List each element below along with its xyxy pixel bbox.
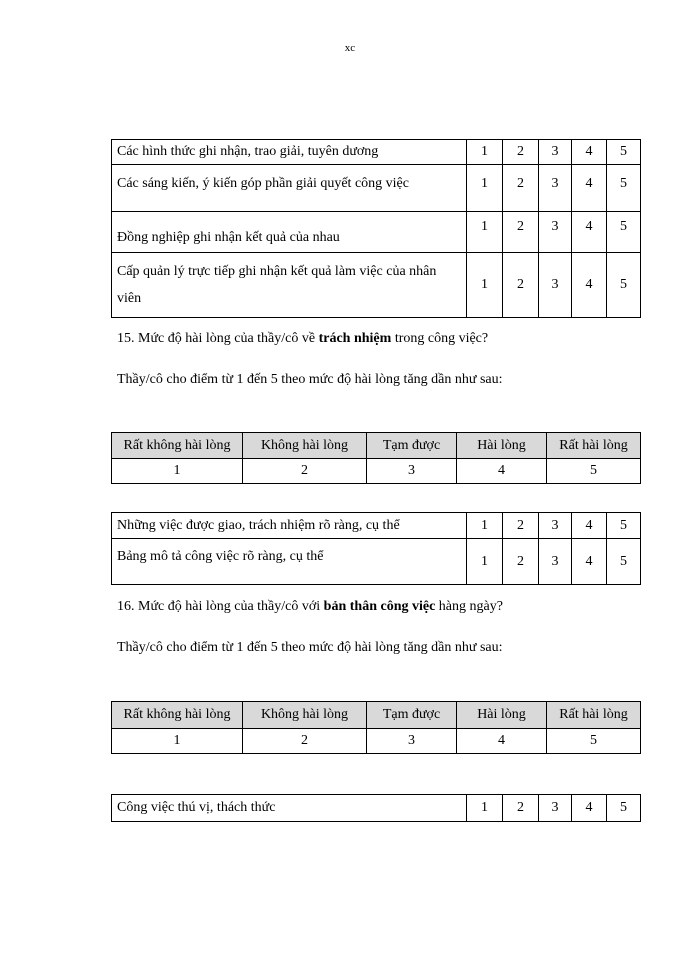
score-cell[interactable]: 2: [503, 253, 539, 318]
scale-value: 2: [243, 729, 367, 754]
score-cell[interactable]: 4: [572, 165, 607, 212]
scale-header: Không hài lòng: [243, 433, 367, 459]
score-cell[interactable]: 3: [539, 795, 572, 822]
question-16: [117, 599, 503, 615]
score-cell[interactable]: 5: [607, 253, 641, 318]
score-cell[interactable]: 5: [607, 165, 641, 212]
score-cell[interactable]: 3: [539, 253, 572, 318]
scale-value: 1: [112, 459, 243, 484]
scale-header-row: [112, 433, 641, 459]
scale-value: 5: [547, 729, 641, 754]
score-cell[interactable]: 2: [503, 212, 539, 253]
scale-header: Tạm được: [367, 433, 457, 459]
score-cell[interactable]: 4: [572, 212, 607, 253]
question-15-prefix: 15. Mức độ hài lòng của thầy/cô về: [117, 331, 319, 346]
scale-header: Rất không hài lòng: [112, 433, 243, 459]
scale-value: 3: [367, 729, 457, 754]
scale-value-row: [112, 459, 641, 484]
question-16-prefix: 16. Mức độ hài lòng của thầy/cô với: [117, 599, 324, 614]
table-row: [112, 253, 641, 318]
item-label: Những việc được giao, trách nhiệm rõ ràng, cụ thể: [112, 513, 467, 539]
score-cell[interactable]: 2: [503, 140, 539, 165]
question-15-instruction: Thầy/cô cho điểm từ 1 đến 5 theo mức độ hài lòng tăng dần như sau:: [117, 372, 503, 387]
responsibility-rating-table: [111, 512, 641, 585]
question-16-instruction: Thầy/cô cho điểm từ 1 đến 5 theo mức độ hài lòng tăng dần như sau:: [117, 640, 503, 655]
scale-value: 5: [547, 459, 641, 484]
scale-header: Tạm được: [367, 702, 457, 729]
scale-value: 1: [112, 729, 243, 754]
item-label: Các hình thức ghi nhận, trao giải, tuyên dương: [112, 140, 467, 165]
score-cell[interactable]: 1: [467, 212, 503, 253]
scale-header: Hài lòng: [457, 702, 547, 729]
question-15: [117, 331, 488, 347]
scale-value: 4: [457, 459, 547, 484]
score-cell[interactable]: 3: [539, 513, 572, 539]
item-label: Công việc thú vị, thách thức: [112, 795, 467, 822]
score-cell[interactable]: 3: [539, 539, 572, 585]
scale-header: Hài lòng: [457, 433, 547, 459]
score-cell[interactable]: 1: [467, 539, 503, 585]
score-cell[interactable]: 5: [607, 513, 641, 539]
table-row: [112, 539, 641, 585]
score-cell[interactable]: 3: [539, 140, 572, 165]
score-cell[interactable]: 3: [539, 165, 572, 212]
score-cell[interactable]: 5: [607, 140, 641, 165]
question-15-suffix: trong công việc?: [391, 331, 489, 346]
item-label: Các sáng kiến, ý kiến góp phần giải quyết công việc: [112, 165, 467, 212]
question-16-emphasis: bản thân công việc: [323, 599, 436, 614]
satisfaction-scale-table: [111, 432, 641, 484]
score-cell[interactable]: 2: [503, 539, 539, 585]
scale-value: 3: [367, 459, 457, 484]
score-cell[interactable]: 1: [467, 140, 503, 165]
score-cell[interactable]: 4: [572, 140, 607, 165]
score-cell[interactable]: 4: [572, 539, 607, 585]
score-cell[interactable]: 3: [539, 212, 572, 253]
satisfaction-scale-table: [111, 701, 641, 754]
score-cell[interactable]: 1: [467, 795, 503, 822]
page-number: xc: [344, 42, 356, 54]
question-16-suffix: hàng ngày?: [435, 599, 503, 614]
scale-value-row: [112, 729, 641, 754]
item-label: Bảng mô tả công việc rõ ràng, cụ thể: [112, 539, 467, 585]
item-label: Cấp quản lý trực tiếp ghi nhận kết quả làm việc của nhân viên: [112, 253, 467, 318]
scale-header-row: [112, 702, 641, 729]
score-cell[interactable]: 4: [572, 253, 607, 318]
question-15-emphasis: trách nhiệm: [318, 331, 392, 346]
score-cell[interactable]: 1: [467, 253, 503, 318]
recognition-rating-table: [111, 139, 641, 318]
scale-value: 2: [243, 459, 367, 484]
score-cell[interactable]: 5: [607, 795, 641, 822]
scale-header: Rất không hài lòng: [112, 702, 243, 729]
score-cell[interactable]: 2: [503, 795, 539, 822]
score-cell[interactable]: 5: [607, 539, 641, 585]
scale-header: Rất hài lòng: [547, 702, 641, 729]
scale-header: Rất hài lòng: [547, 433, 641, 459]
table-row: [112, 165, 641, 212]
job-itself-rating-table: [111, 794, 641, 822]
score-cell[interactable]: 2: [503, 513, 539, 539]
table-row: [112, 795, 641, 822]
score-cell[interactable]: 2: [503, 165, 539, 212]
table-row: [112, 140, 641, 165]
score-cell[interactable]: 4: [572, 513, 607, 539]
score-cell[interactable]: 5: [607, 212, 641, 253]
score-cell[interactable]: 1: [467, 513, 503, 539]
score-cell[interactable]: 4: [572, 795, 607, 822]
score-cell[interactable]: 1: [467, 165, 503, 212]
table-row: [112, 212, 641, 253]
scale-value: 4: [457, 729, 547, 754]
item-label: Đồng nghiệp ghi nhận kết quả của nhau: [112, 212, 467, 253]
scale-header: Không hài lòng: [243, 702, 367, 729]
table-row: [112, 513, 641, 539]
